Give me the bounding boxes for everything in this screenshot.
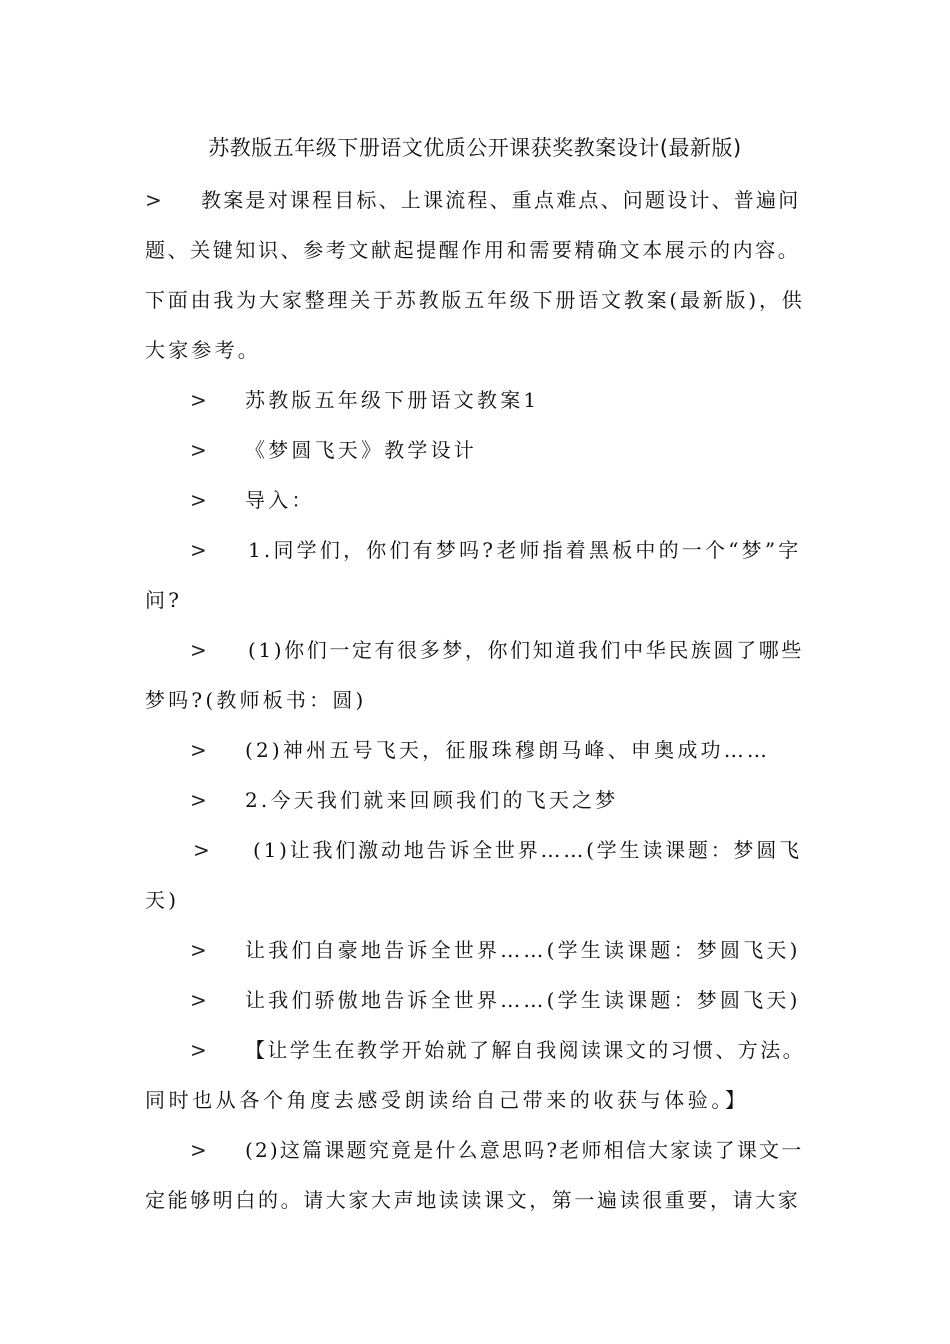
paragraph-text: 1.同学们，你们有梦吗?老师指着黑板中的一个“梦”字 [248,538,802,562]
paragraph-text: (1)让我们激动地告诉全世界……(学生读课题：梦圆飞 [253,838,802,862]
bullet-marker: > [190,538,207,562]
paragraph-text: 教案是对课程目标、上课流程、重点难点、问题设计、普遍问 [201,188,801,212]
paragraph-text: (2)神州五号飞天，征服珠穆朗马峰、申奥成功…… [245,738,771,762]
bullet-marker: > [190,988,207,1012]
bullet-marker: > [190,738,207,762]
bullet-marker: > [190,788,207,812]
paragraph-text: 问? [145,588,183,612]
bullet-marker: > [193,838,210,862]
paragraph-text: 让我们骄傲地告诉全世界……(学生读课题：梦圆飞天) [245,988,801,1012]
bullet-marker: > [190,638,207,662]
paragraph-text: 题、关键知识、参考文献起提醒作用和需要精确文本展示的内容。 [145,238,801,262]
paragraph-text: 天) [145,888,180,912]
bullet-marker: > [190,438,207,462]
bullet-marker: > [190,1038,207,1062]
paragraph-text: 2.今天我们就来回顾我们的飞天之梦 [245,788,619,812]
paragraph-text: 同时也从各个角度去感受朗读给自己带来的收获与体验。】 [145,1088,749,1112]
paragraph-text: (1)你们一定有很多梦，你们知道我们中华民族圆了哪些 [248,638,804,662]
paragraph-text: 梦吗?(教师板书：圆) [145,688,367,712]
paragraph-text: 定能够明白的。请大家大声地读读课文，第一遍读很重要，请大家 [145,1188,801,1212]
document-title: 苏教版五年级下册语文优质公开课获奖教案设计(最新版) [208,136,742,160]
paragraph-text: 导入： [245,488,315,512]
paragraph-text: (2)这篇课题究竟是什么意思吗?老师相信大家读了课文一 [245,1138,804,1162]
bullet-marker: > [190,388,207,412]
paragraph-text: 《梦圆飞天》教学设计 [245,438,477,462]
bullet-marker: > [145,188,162,212]
paragraph-text: 苏教版五年级下册语文教案1 [245,388,540,412]
paragraph-text: 让我们自豪地告诉全世界……(学生读课题：梦圆飞天) [245,938,801,962]
paragraph-text: 【让学生在教学开始就了解自我阅读课文的习惯、方法。 [245,1038,805,1062]
paragraph-text: 下面由我为大家整理关于苏教版五年级下册语文教案(最新版)，供 [145,288,805,312]
bullet-marker: > [190,488,207,512]
bullet-marker: > [190,938,207,962]
bullet-marker: > [190,1138,207,1162]
paragraph-text: 大家参考。 [145,338,261,362]
